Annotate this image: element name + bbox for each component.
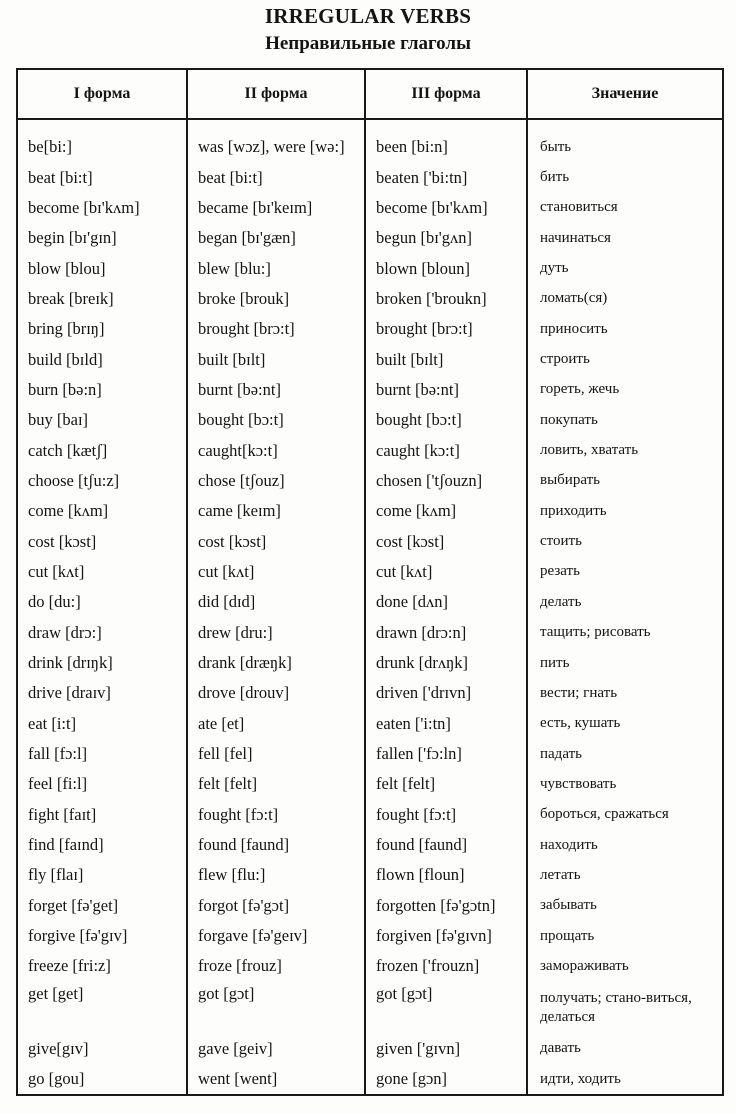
verb-form3: fallen ['fɔ:ln] xyxy=(365,739,527,769)
verb-form1: choose [tʃu:z] xyxy=(17,466,187,496)
verb-form1: beat [bi:t] xyxy=(17,162,187,192)
verb-form2: cost [kɔst] xyxy=(187,526,365,556)
verb-form3: cut [kʌt] xyxy=(365,557,527,587)
verb-form3: found [faund] xyxy=(365,830,527,860)
table-row xyxy=(17,119,723,162)
verb-form2: did [dɪd] xyxy=(187,587,365,617)
verb-meaning: давать xyxy=(527,1034,723,1064)
verb-form3: frozen ['frouzn] xyxy=(365,951,527,981)
table-row xyxy=(17,891,723,921)
verb-form1: be[bi:] xyxy=(17,119,187,162)
verb-form1: find [faɪnd] xyxy=(17,830,187,860)
table-row xyxy=(17,314,723,344)
table-row xyxy=(17,921,723,951)
verb-meaning: делать xyxy=(527,587,723,617)
verb-form3: bought [bɔ:t] xyxy=(365,405,527,435)
verb-form2: got [gɔt] xyxy=(187,982,365,1034)
table-row xyxy=(17,830,723,860)
table-row xyxy=(17,1064,723,1095)
verb-form1: come [kʌm] xyxy=(17,496,187,526)
verb-form1: do [du:] xyxy=(17,587,187,617)
verb-meaning: падать xyxy=(527,739,723,769)
verb-form1: feel [fi:l] xyxy=(17,769,187,799)
verb-meaning: бить xyxy=(527,162,723,192)
table-header-row xyxy=(17,69,723,119)
table-row xyxy=(17,951,723,981)
verb-form3: broken ['broukn] xyxy=(365,284,527,314)
table-row xyxy=(17,860,723,890)
verb-form2: drew [dru:] xyxy=(187,618,365,648)
verb-form2: burnt [bə:nt] xyxy=(187,375,365,405)
verb-meaning: прощать xyxy=(527,921,723,951)
table-row xyxy=(17,982,723,1034)
verb-form2: forgave [fə'geɪv] xyxy=(187,921,365,951)
verb-form1: become [bɪ'kʌm] xyxy=(17,193,187,223)
verb-form1: get [get] xyxy=(17,982,187,1034)
verb-form3: felt [felt] xyxy=(365,769,527,799)
verb-form1: bring [brɪŋ] xyxy=(17,314,187,344)
verbs-table xyxy=(16,68,722,1096)
verb-form2: chose [tʃouz] xyxy=(187,466,365,496)
table-row xyxy=(17,739,723,769)
table-row xyxy=(17,405,723,435)
verb-form3: beaten ['bi:tn] xyxy=(365,162,527,192)
verb-form1: burn [bə:n] xyxy=(17,375,187,405)
verb-form3: eaten ['i:tn] xyxy=(365,709,527,739)
verb-form1: cut [kʌt] xyxy=(17,557,187,587)
verb-form3: become [bɪ'kʌm] xyxy=(365,193,527,223)
verb-form1: break [breɪk] xyxy=(17,284,187,314)
verb-form1: eat [i:t] xyxy=(17,709,187,739)
verb-form1: give[gɪv] xyxy=(17,1034,187,1064)
verb-meaning: становиться xyxy=(527,193,723,223)
verb-form2: ate [et] xyxy=(187,709,365,739)
verb-form2: broke [brouk] xyxy=(187,284,365,314)
verb-meaning: резать xyxy=(527,557,723,587)
table-row xyxy=(17,618,723,648)
verb-form3: flown [floun] xyxy=(365,860,527,890)
verb-form2: caught[kɔ:t] xyxy=(187,435,365,465)
column-header-form1: I форма xyxy=(17,69,187,119)
verb-form2: fought [fɔ:t] xyxy=(187,800,365,830)
verb-form2: built [bɪlt] xyxy=(187,344,365,374)
verb-form1: fall [fɔ:l] xyxy=(17,739,187,769)
page-title: IRREGULAR VERBS xyxy=(264,4,472,28)
verb-form3: forgiven [fə'gɪvn] xyxy=(365,921,527,951)
verb-form1: blow [blou] xyxy=(17,253,187,283)
verb-form2: drove [drouv] xyxy=(187,678,365,708)
table-row xyxy=(17,648,723,678)
verb-form2: fell [fel] xyxy=(187,739,365,769)
verb-meaning: ломать(ся) xyxy=(527,284,723,314)
table-row xyxy=(17,193,723,223)
verb-form1: fight [faɪt] xyxy=(17,800,187,830)
verb-meaning: летать xyxy=(527,860,723,890)
verb-meaning: забывать xyxy=(527,891,723,921)
verb-meaning: ловить, хватать xyxy=(527,435,723,465)
verb-meaning: стоить xyxy=(527,526,723,556)
table-row xyxy=(17,526,723,556)
verb-form1: fly [flaɪ] xyxy=(17,860,187,890)
verb-meaning: пить xyxy=(527,648,723,678)
verb-form3: gone [gɔn] xyxy=(365,1064,527,1095)
verb-meaning: есть, кушать xyxy=(527,709,723,739)
table-row xyxy=(17,709,723,739)
table-row xyxy=(17,435,723,465)
verb-form2: bought [bɔ:t] xyxy=(187,405,365,435)
verb-form3: done [dʌn] xyxy=(365,587,527,617)
verb-meaning: выбирать xyxy=(527,466,723,496)
verb-form2: blew [blu:] xyxy=(187,253,365,283)
verb-meaning: приходить xyxy=(527,496,723,526)
verb-form2: became [bɪ'keɪm] xyxy=(187,193,365,223)
verb-form3: come [kʌm] xyxy=(365,496,527,526)
table-row xyxy=(17,223,723,253)
verb-meaning: находить xyxy=(527,830,723,860)
verb-form3: forgotten [fə'gɔtn] xyxy=(365,891,527,921)
table-row xyxy=(17,162,723,192)
verb-meaning: идти, ходить xyxy=(527,1064,723,1095)
table-row xyxy=(17,496,723,526)
table-row xyxy=(17,678,723,708)
verb-meaning: бороться, сражаться xyxy=(527,800,723,830)
table-row xyxy=(17,253,723,283)
verb-form3: chosen ['tʃouzn] xyxy=(365,466,527,496)
verb-meaning: чувствовать xyxy=(527,769,723,799)
table-row xyxy=(17,557,723,587)
column-header-form3: III форма xyxy=(365,69,527,119)
verb-form3: blown [bloun] xyxy=(365,253,527,283)
verb-form1: buy [baɪ] xyxy=(17,405,187,435)
verb-meaning: замораживать xyxy=(527,951,723,981)
verb-form1: forget [fə'get] xyxy=(17,891,187,921)
verb-form2: felt [felt] xyxy=(187,769,365,799)
verb-form1: cost [kɔst] xyxy=(17,526,187,556)
verb-form1: catch [kætʃ] xyxy=(17,435,187,465)
verb-meaning: начинаться xyxy=(527,223,723,253)
verb-form2: cut [kʌt] xyxy=(187,557,365,587)
verb-meaning: покупать xyxy=(527,405,723,435)
verb-meaning: строить xyxy=(527,344,723,374)
verb-meaning: дуть xyxy=(527,253,723,283)
verb-form1: begin [bɪ'gɪn] xyxy=(17,223,187,253)
verb-form1: draw [drɔ:] xyxy=(17,618,187,648)
verb-form3: fought [fɔ:t] xyxy=(365,800,527,830)
verb-form3: caught [kɔ:t] xyxy=(365,435,527,465)
table-row xyxy=(17,375,723,405)
verb-form3: got [gɔt] xyxy=(365,982,527,1034)
verb-form3: begun [bɪ'gʌn] xyxy=(365,223,527,253)
verb-form1: forgive [fə'gɪv] xyxy=(17,921,187,951)
verb-form2: found [faund] xyxy=(187,830,365,860)
column-header-meaning: Значение xyxy=(527,69,723,119)
verb-form3: built [bɪlt] xyxy=(365,344,527,374)
verb-form3: been [bi:n] xyxy=(365,119,527,162)
verb-form2: brought [brɔ:t] xyxy=(187,314,365,344)
verb-meaning: тащить; рисовать xyxy=(527,618,723,648)
table-row xyxy=(17,1034,723,1064)
verb-form3: brought [brɔ:t] xyxy=(365,314,527,344)
verb-form2: was [wɔz], were [wə:] xyxy=(187,119,365,162)
verb-form3: given ['gɪvn] xyxy=(365,1034,527,1064)
verb-meaning: быть xyxy=(527,119,723,162)
table-row xyxy=(17,466,723,496)
verb-form2: flew [flu:] xyxy=(187,860,365,890)
verb-form3: drunk [drʌŋk] xyxy=(365,648,527,678)
verb-form3: cost [kɔst] xyxy=(365,526,527,556)
verb-form2: gave [geiv] xyxy=(187,1034,365,1064)
verb-meaning: приносить xyxy=(527,314,723,344)
verb-form2: began [bɪ'gæn] xyxy=(187,223,365,253)
table-row xyxy=(17,800,723,830)
verb-form2: forgot [fə'gɔt] xyxy=(187,891,365,921)
verb-meaning: гореть, жечь xyxy=(527,375,723,405)
table-row xyxy=(17,344,723,374)
verb-form2: froze [frouz] xyxy=(187,951,365,981)
verb-form2: drank [dræŋk] xyxy=(187,648,365,678)
table-row xyxy=(17,769,723,799)
verb-form2: came [keɪm] xyxy=(187,496,365,526)
column-header-form2: II форма xyxy=(187,69,365,119)
verb-form3: drawn [drɔ:n] xyxy=(365,618,527,648)
verb-form3: driven ['drɪvn] xyxy=(365,678,527,708)
verb-form1: drive [draɪv] xyxy=(17,678,187,708)
verb-form1: freeze [fri:z] xyxy=(17,951,187,981)
verb-form2: beat [bi:t] xyxy=(187,162,365,192)
verb-form3: burnt [bə:nt] xyxy=(365,375,527,405)
verb-form1: drink [drɪŋk] xyxy=(17,648,187,678)
verb-meaning: вести; гнать xyxy=(527,678,723,708)
verb-meaning: получать; стано-виться, делаться xyxy=(527,982,723,1034)
verb-form1: go [gou] xyxy=(17,1064,187,1095)
verb-form1: build [bɪld] xyxy=(17,344,187,374)
page-subtitle: Неправильные глаголы xyxy=(265,33,471,54)
table-row xyxy=(17,587,723,617)
verb-form2: went [went] xyxy=(187,1064,365,1095)
table-row xyxy=(17,284,723,314)
